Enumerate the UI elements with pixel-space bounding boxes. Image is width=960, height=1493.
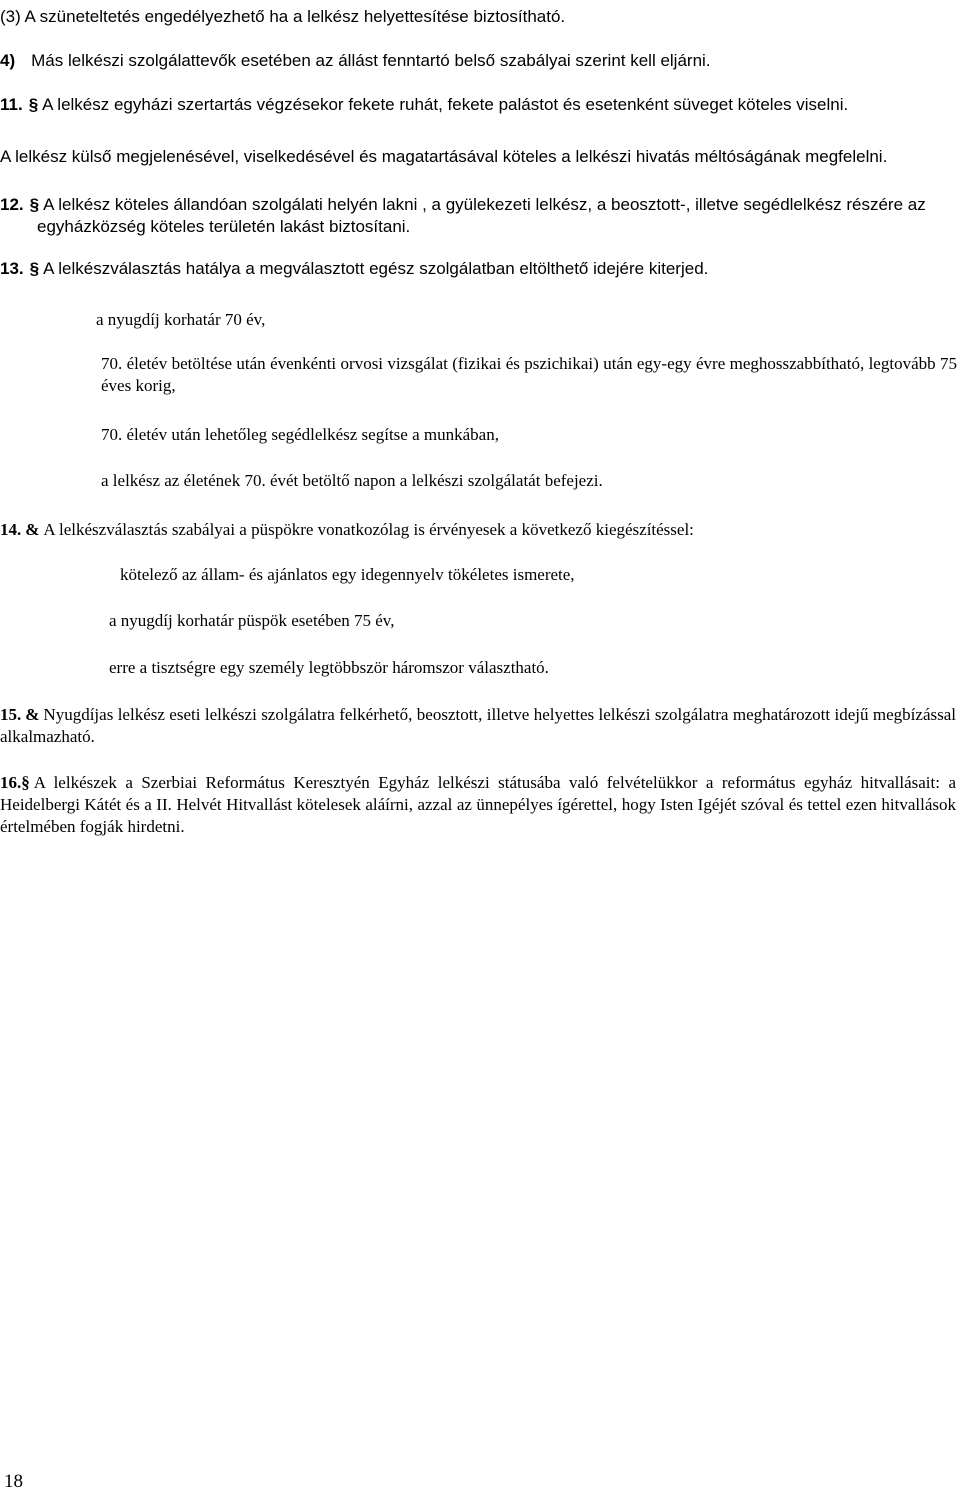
paragraph-4-number: 4) <box>0 51 16 70</box>
paragraph-13-item-b <box>101 353 957 397</box>
paragraph-15-number: 15. <box>0 705 22 724</box>
paragraph-12 <box>0 194 960 238</box>
paragraph-11-text: A lelkész egyházi szertartás végzésekor fekete ruhát, fekete palástot és esetenként süveget köteles viselni. <box>42 95 849 114</box>
paragraph-16-number: 16. <box>0 773 22 792</box>
paragraph-14-item-c-text: erre a tisztségre egy személy legtöbbször háromszor választható. <box>109 658 549 677</box>
paragraph-13 <box>0 258 708 280</box>
paragraph-15-text: Nyugdíjas lelkész eseti lelkészi szolgálatra felkérhető, beosztott, illetve helyettes lelkészi szolgálatra meghatározott idejű megbízással alkalmazható. <box>0 705 956 746</box>
paragraph-12-number: 12. <box>0 195 24 214</box>
paragraph-15 <box>0 704 956 748</box>
paragraph-13-item-d <box>101 470 603 492</box>
page-number: 18 <box>4 1471 23 1492</box>
paragraph-13-item-c-text: 70. életév után lehetőleg segédlelkész segítse a munkában, <box>101 425 499 444</box>
paragraph-14 <box>0 519 694 541</box>
paragraph-3-text: (3) A szüneteltetés engedélyezhető ha a lelkész helyettesítése biztosítható. <box>0 7 566 26</box>
paragraph-12-text: A lelkész köteles állandóan szolgálati helyén lakni , a gyülekezeti lelkész, a beosztott-, illetve segédlelkész részére az egyházközség köteles területén lakást biztosítani. <box>37 195 926 236</box>
paragraph-11-number: 11. <box>0 95 23 114</box>
section-symbol-13: § <box>29 259 40 278</box>
paragraph-13-item-a <box>96 309 265 331</box>
paragraph-13-item-b-text: 70. életév betöltése után évenkénti orvosi vizsgálat (fizikai és pszichikai) után egy-egy évre meghosszabbítható, legtovább 75 éves korig, <box>101 354 957 395</box>
paragraph-16 <box>0 772 956 838</box>
paragraph-16-text: A lelkészek a Szerbiai Református Keresztyén Egyház lelkészi státusába való felvételükkor a református egyház hitvallásait: a Heidelbergi Kátét és a II. Helvét Hitvallást kötelesek aláírni, azzal az ünnepélyes ígérettel, hogy Isten Igéjét szóval és tettel ezen hitvallások értelmében fogják hirdetni. <box>0 773 956 836</box>
paragraph-13-item-a-text: a nyugdíj korhatár 70 év, <box>96 310 266 329</box>
paragraph-4-text: Más lelkészi szolgálattevők esetében az állást fenntartó belső szabályai szerint kell eljárni. <box>31 51 711 70</box>
paragraph-14-text: A lelkészválasztás szabályai a püspökre vonatkozólag is érvényesek a következő kiegészítéssel: <box>43 520 694 539</box>
paragraph-13-item-d-text: a lelkész az életének 70. évét betöltő napon a lelkészi szolgálatát befejezi. <box>101 471 603 490</box>
paragraph-11 <box>0 94 848 116</box>
paragraph-14-item-c <box>109 657 549 679</box>
paragraph-4 <box>0 50 711 72</box>
paragraph-14-item-b <box>109 610 394 632</box>
paragraph-11-cont-text: A lelkész külső megjelenésével, viselkedésével és magatartásával köteles a lelkészi hivatás méltóságának megfelelni. <box>0 147 888 166</box>
paragraph-13-item-c <box>101 424 499 446</box>
paragraph-14-item-b-text: a nyugdíj korhatár püspök esetében 75 év, <box>109 611 395 630</box>
paragraph-13-text: A lelkészválasztás hatálya a megválasztott egész szolgálatban eltölthető idejére kiterjed. <box>43 259 709 278</box>
paragraph-14-item-a-text: kötelező az állam- és ajánlatos egy idegennyelv tökéletes ismerete, <box>120 565 575 584</box>
section-symbol-11: § <box>28 95 39 114</box>
paragraph-14-ampersand: & <box>25 520 40 539</box>
paragraph-14-item-a <box>120 564 575 586</box>
section-symbol-16: § <box>21 773 30 792</box>
paragraph-11-cont <box>0 146 887 168</box>
paragraph-15-ampersand: & <box>25 705 40 724</box>
section-symbol-12: § <box>29 195 40 214</box>
paragraph-14-number: 14. <box>0 520 22 539</box>
paragraph-3 <box>0 6 565 28</box>
paragraph-13-number: 13. <box>0 259 24 278</box>
